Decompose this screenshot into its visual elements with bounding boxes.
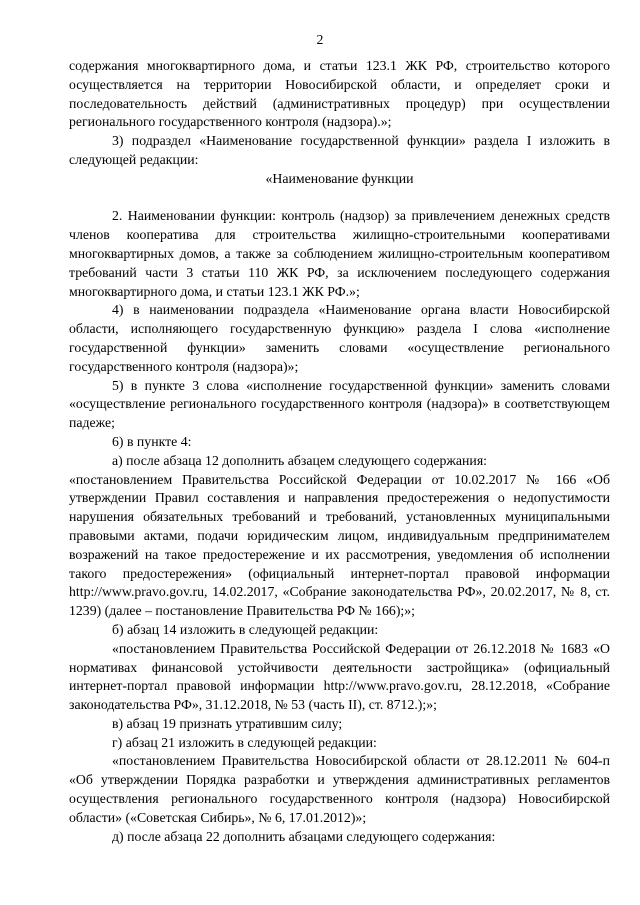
paragraph-14: «постановлением Правительства Новосибирской области от 28.12.2011 № 604-п «Об утверждении Порядка разработки и утверждения административных регламентов осуществления регионального государственного контроля (надзора) Новосибирской области» («Советская Сибирь», № 6, 17.01.2012)»; bbox=[69, 753, 610, 825]
paragraph-13: г) абзац 21 изложить в следующей редакции: bbox=[112, 734, 377, 750]
document-body bbox=[69, 57, 610, 846]
paragraph-1: содержания многоквартирного дома, и статьи 123.1 ЖК РФ, строительство которого осуществляется на территории Новосибирской области, и определяет сроки и последовательность действий (административных процедур) при осуществлении регионального государственного контроля (надзора).»; bbox=[69, 58, 610, 130]
paragraph-5: 4) в наименовании подраздела «Наименование органа власти Новосибирской области, исполняющего государственную функцию» раздела I слова «исполнение государственной функции» заменить словами «осуществление регионального государственного контроля (надзора)»; bbox=[69, 302, 610, 374]
paragraph-10: б) абзац 14 изложить в следующей редакции: bbox=[112, 621, 379, 637]
paragraph-12: в) абзац 19 признать утратившим силу; bbox=[112, 715, 343, 731]
paragraph-7: 6) в пункте 4: bbox=[112, 433, 192, 449]
paragraph-15: д) после абзаца 22 дополнить абзацами следующего содержания: bbox=[112, 828, 496, 844]
page-number: 2 bbox=[316, 32, 324, 47]
paragraph-2: 3) подраздел «Наименование государственной функции» раздела I изложить в следующей редакции: bbox=[69, 133, 610, 167]
paragraph-9: «постановлением Правительства Российской Федерации от 10.02.2017 № 166 «Об утверждении Правил составления и направления предостережения о недопустимости нарушения обязательных требований и требований, установленных муниципальными правовыми актами, подачи юридическим лицом, индивидуальным предпринимателем возражений на такое предостережение и их рассмотрения, уведомления об исполнении такого предостережения» (официальный интернет-портал правовой информации http://www.pravo.gov.ru, 14.02.2017, «Собрание законодательства РФ», 20.02.2017, № 8, ст. 1239) (далее – постановление Правительства РФ № 166);»; bbox=[69, 471, 610, 619]
paragraph-8: а) после абзаца 12 дополнить абзацем следующего содержания: bbox=[112, 452, 487, 468]
paragraph-6: 5) в пункте 3 слова «исполнение государственной функции» заменить словами «осуществление регионального государственного контроля (надзора)» в соответствующем падеже; bbox=[69, 377, 610, 431]
section-heading: «Наименование функции bbox=[265, 170, 414, 186]
paragraph-4: 2. Наименовании функции: контроль (надзор) за привлечением денежных средств членов кооператива для строительства жилищно-строительными кооперативами многоквартирных домов, а также за соблюдением жилищно-строительным кооперативом требований части 3 статьи 110 ЖК РФ, за исключением последующего содержания многоквартирного дома, и статьи 123.1 ЖК РФ.»; bbox=[69, 208, 610, 299]
paragraph-11: «постановлением Правительства Российской Федерации от 26.12.2018 № 1683 «О нормативах финансовой устойчивости деятельности застройщика» (официальный интернет-портал правовой информации http://www.pravo.gov.ru, 28.12.2018, «Собрание законодательства РФ», 31.12.2018, № 53 (часть II), ст. 8712.);»; bbox=[69, 640, 610, 713]
